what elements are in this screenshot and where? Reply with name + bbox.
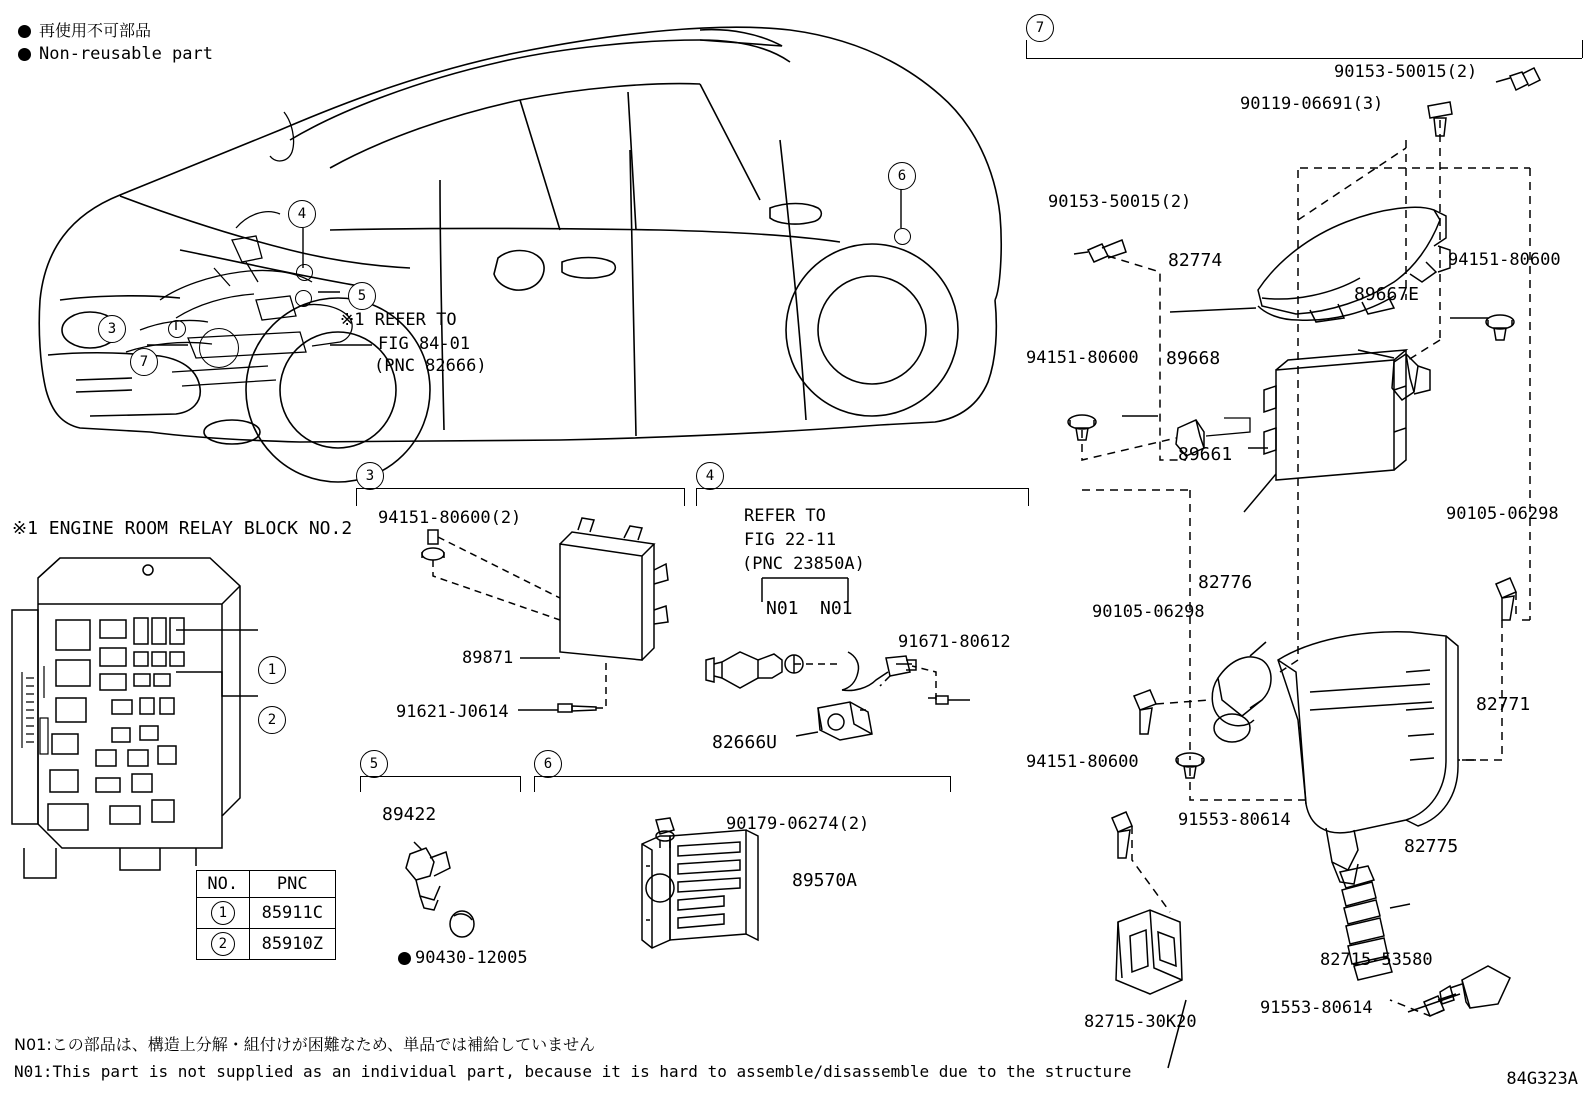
label-82771: 82771	[1476, 694, 1531, 715]
group-6-illustration	[620, 800, 800, 960]
label-82666u: 82666U	[712, 732, 778, 753]
relay-callout-1: 1	[258, 656, 286, 684]
group-4-callout: 4	[696, 462, 724, 490]
label-90105-06298-right: 90105-06298	[1446, 504, 1559, 524]
label-89667e: 89667E	[1354, 284, 1420, 305]
vehicle-callout-5: 5	[348, 282, 376, 310]
group-4-refer-line2: FIG 22-11	[744, 530, 837, 550]
label-82776: 82776	[1198, 572, 1253, 593]
label-89570a: 89570A	[792, 870, 858, 891]
label-82774: 82774	[1168, 250, 1223, 271]
footnote-jp: N01:この部品は、構造上分解・組付けが困難なため、単品では補給していません	[14, 1035, 596, 1054]
figure-id: 84G323A	[1506, 1069, 1578, 1089]
group-4-refer-line1: REFER TO	[744, 506, 826, 526]
label-94151-80600-bottom: 94151-80600	[1026, 752, 1139, 772]
pnc-table	[196, 870, 336, 960]
group-4-bracket-top	[696, 488, 1028, 489]
group-3-bracket-left	[356, 488, 357, 506]
table-cell-pnc-1: 85911C	[249, 898, 335, 929]
label-91553-80614-lower: 91553-80614	[1260, 998, 1373, 1018]
vehicle-marker-7	[199, 328, 239, 368]
table-header-no: NO.	[197, 871, 250, 898]
group-5-bracket-left	[360, 776, 361, 792]
vehicle-refer-line3: (PNC 82666)	[374, 356, 487, 376]
vehicle-callout-7: 7	[130, 348, 158, 376]
label-82775: 82775	[1404, 836, 1459, 857]
vehicle-callout-6: 6	[888, 162, 916, 190]
group-7-callout: 7	[1026, 14, 1054, 42]
n01-left: N01	[766, 598, 799, 619]
label-94151-80600-right: 94151-80600	[1448, 250, 1561, 270]
group-5-callout: 5	[360, 750, 388, 778]
label-89661: 89661	[1178, 444, 1233, 465]
label-90179-06274-2: 90179-06274(2)	[726, 814, 870, 834]
relay-block-illustration	[0, 548, 340, 908]
group-5-bracket-right	[520, 776, 521, 792]
label-89871: 89871	[462, 648, 514, 668]
label-89668: 89668	[1166, 348, 1221, 369]
group-7-bracket-left	[1026, 40, 1027, 58]
group-6-bracket-left	[534, 776, 535, 792]
label-91621-j0614: 91621-J0614	[396, 702, 509, 722]
group-6-bracket-right	[950, 776, 951, 792]
relay-block-title: ※1 ENGINE ROOM RELAY BLOCK NO.2	[12, 518, 353, 539]
group-3-bracket-top	[356, 488, 684, 489]
vehicle-refer-line2: FIG 84-01	[378, 334, 471, 354]
label-90105-06298-left: 90105-06298	[1092, 602, 1205, 622]
relay-callout-2: 2	[258, 706, 286, 734]
group-7-illustration	[1010, 60, 1592, 1060]
vehicle-marker-4	[296, 264, 313, 281]
label-90430-12005: 90430-12005	[398, 948, 528, 968]
table-cell-pnc-2: 85910Z	[249, 929, 335, 960]
group-7-bracket-right	[1582, 40, 1583, 58]
table-header-row	[197, 871, 336, 898]
group-4-refer-line3: (PNC 23850A)	[742, 554, 865, 574]
label-91553-80614-upper: 91553-80614	[1178, 810, 1291, 830]
label-94151-80600-2: 94151-80600(2)	[378, 508, 522, 528]
group-6-bracket-top	[534, 776, 950, 777]
vehicle-callout-4: 4	[288, 200, 316, 228]
vehicle-refer-line1: ※1 REFER TO	[340, 310, 457, 330]
vehicle-marker-3	[168, 320, 186, 338]
group-5-illustration	[390, 820, 510, 960]
legend-jp: 再使用不可部品	[18, 18, 151, 41]
group-3-callout: 3	[356, 462, 384, 490]
label-89422: 89422	[382, 804, 437, 825]
vehicle-marker-5	[295, 290, 312, 307]
label-82715-53580: 82715-53580	[1320, 950, 1433, 970]
table-row	[197, 929, 336, 960]
group-6-callout: 6	[534, 750, 562, 778]
label-82715-30k20: 82715-30K20	[1084, 1012, 1197, 1032]
group-7-bracket-top	[1026, 58, 1582, 59]
table-row	[197, 898, 336, 929]
group-4-illustration	[700, 560, 1000, 750]
group-3-illustration	[410, 510, 690, 730]
table-cell-no-2: 2	[197, 929, 250, 960]
label-90153-50015-2-left: 90153-50015(2)	[1048, 192, 1192, 212]
label-94151-80600-left: 94151-80600	[1026, 348, 1139, 368]
table-header-pnc: PNC	[249, 871, 335, 898]
vehicle-marker-6	[894, 228, 911, 245]
group-3-bracket-right	[684, 488, 685, 506]
legend-en: Non-reusable part	[18, 44, 213, 64]
label-90153-50015-2-top: 90153-50015(2)	[1334, 62, 1478, 82]
footnote-en: N01:This part is not supplied as an individual part, because it is hard to assemble/disassemble due to the structure	[14, 1062, 1132, 1081]
vehicle-callout-3: 3	[98, 315, 126, 343]
n01-right: N01	[820, 598, 853, 619]
label-91671-80612: 91671-80612	[898, 632, 1011, 652]
vehicle-illustration	[0, 0, 1010, 500]
label-90119-06691-3: 90119-06691(3)	[1240, 94, 1384, 114]
table-cell-no-1: 1	[197, 898, 250, 929]
group-5-bracket-top	[360, 776, 520, 777]
group-4-bracket-left	[696, 488, 697, 506]
